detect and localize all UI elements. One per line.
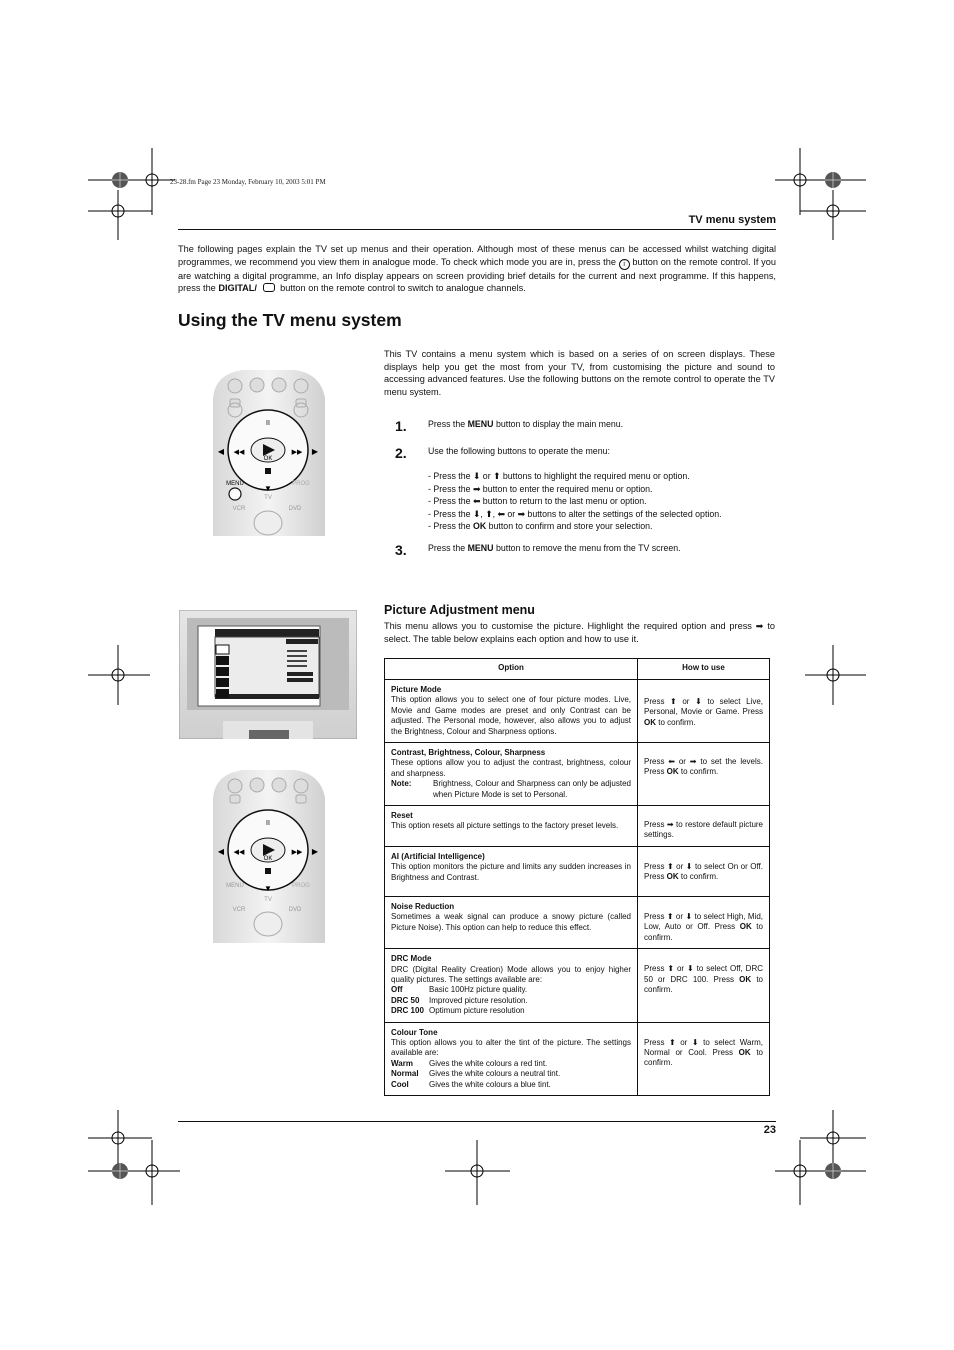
list-item: - Press the OK button to confirm and store your selection. (428, 521, 653, 532)
arrow-right-icon: ➡ (517, 508, 525, 519)
svg-text:VCR: VCR (232, 907, 246, 913)
intro-paragraph: The following pages explain the TV set up menus and their operation. Although most of these menus can be accessed whilst watching digital programmes, we recommend you view them in analogue mode. To check which mode you are in, press the i button on the remote control. If you are watching a digital programme, an Info display appears on screen providing brief details for the current and next programme. If this happens, press the DIGITAL/ button on the remote control to switch to analogue channels. (178, 244, 776, 293)
table-row (385, 846, 770, 896)
svg-text:▶▶: ▶▶ (291, 449, 303, 456)
list-item: - Press the ⬇, ⬆, ⬅ or ➡ buttons to alter the settings of the selected option. (428, 508, 722, 519)
table-header-row (385, 659, 770, 680)
list-item: - Press the ⬇ or ⬆ buttons to highlight the required menu or option. (428, 471, 690, 481)
arrow-up-icon: ⬆ (667, 964, 675, 974)
remote-image-2 (213, 768, 325, 943)
table-row (385, 949, 770, 1022)
arrow-left-icon: ⬅ (668, 757, 675, 767)
arrow-right-icon: ➡ (689, 757, 697, 767)
option-cell: Picture Mode This option allows you to select one of four picture modes. Live, Movie and Game modes are preset and only Contrast can be adjusted. The Personal mode, however, also allows you to adjust the Brightness, Colour and Sharpness options. (385, 680, 638, 743)
pam-description: This menu allows you to customise the picture. Highlight the required option and press ➡ to select. The table below explains each option and how to use it. (384, 621, 776, 644)
arrow-right-icon: ➡ (755, 621, 764, 631)
how-cell: Press ⬆ or ⬇ to select Live, Personal, Movie or Game. Press OK to confirm. (638, 680, 770, 743)
step-2-number: 2. (395, 445, 407, 461)
step-1-text: Press the MENU button to display the main menu. (428, 419, 624, 429)
printer-line: 23-28.fm Page 23 Monday, February 10, 2003 5:01 PM (170, 178, 326, 186)
arrow-down-icon: ⬇ (472, 471, 481, 481)
option-cell: DRC Mode DRC (Digital Reality Creation) Mode allows you to enjoy higher quality pictures. The settings available are: Off Basic 100Hz picture quality. DRC 50 Improved picture resolution. DRC 100 Optimum picture resolution (385, 949, 638, 1022)
option-cell: Noise Reduction Sometimes a weak signal can produce a snowy picture (called Picture Noise). This option can help to reduce this effect. (385, 896, 638, 948)
svg-text:DVD: DVD (288, 506, 302, 512)
picture-options-table (384, 658, 770, 1096)
table-row (385, 806, 770, 847)
svg-text:PROG: PROG (292, 481, 310, 487)
page-title: Using the TV menu system (178, 310, 402, 330)
svg-text:PROG: PROG (292, 883, 310, 889)
svg-text:DVD: DVD (288, 907, 302, 913)
how-cell: Press ⬆ or ⬇ to select On or Off. Press OK to confirm. (638, 846, 770, 896)
how-cell: Press ⬆ or ⬇ to select Warm, Normal or Cool. Press OK to confirm. (638, 1022, 770, 1095)
section-header: TV menu system (688, 214, 776, 226)
analogue-icon (263, 283, 275, 292)
svg-text:TV: TV (264, 495, 272, 501)
svg-text:▼: ▼ (264, 884, 272, 893)
svg-text:II: II (266, 420, 270, 427)
arrow-down-icon: ⬇ (685, 861, 693, 871)
svg-text:MENU: MENU (226, 481, 244, 487)
footer-rule (178, 1121, 776, 1122)
pam-heading: Picture Adjustment menu (384, 603, 535, 617)
how-cell: Press ⬅ or ➡ to set the levels. Press OK to confirm. (638, 743, 770, 806)
list-item: - Press the ➡ button to enter the required menu or option. (428, 483, 653, 494)
step-3-number: 3. (395, 542, 407, 558)
arrow-down-icon: ⬇ (685, 911, 693, 921)
step-2-text: Use the following buttons to operate the menu: (428, 446, 610, 456)
arrow-right-icon: ➡ (472, 483, 481, 494)
option-cell: Reset This option resets all picture settings to the factory preset levels. (385, 806, 638, 847)
arrow-up-icon: ⬆ (666, 911, 674, 921)
how-cell: Press ⬆ or ⬇ to select High, Mid, Low, Auto or Off. Press OK to confirm. (638, 896, 770, 948)
arrow-down-icon: ⬇ (687, 964, 694, 974)
svg-text:▼: ▼ (264, 484, 272, 493)
svg-text:▶: ▶ (311, 447, 319, 456)
table-row (385, 1022, 770, 1095)
list-item: - Press the ⬅ button to return to the last menu or option. (428, 496, 647, 507)
arrow-left-icon: ⬅ (497, 508, 505, 519)
tv-image (179, 610, 357, 739)
svg-text:II: II (266, 820, 270, 827)
svg-text:MENU: MENU (226, 883, 244, 889)
option-cell: Colour Tone This option allows you to alter the tint of the picture. The settings available are: Warm Gives the white colours a red tint. Normal Gives the white colours a neutral tint. Cool Gives the white colours a blue tint. (385, 1022, 638, 1095)
svg-text:TV: TV (264, 897, 272, 903)
svg-text:OK: OK (263, 856, 273, 862)
arrow-up-icon: ⬆ (670, 697, 677, 706)
svg-text:◀◀: ◀◀ (233, 849, 245, 856)
arrow-up-icon: ⬆ (493, 471, 501, 481)
arrow-down-icon: ⬇ (695, 697, 702, 706)
arrow-left-icon: ⬅ (472, 496, 481, 507)
how-cell: Press ➡ to restore default picture settings. (638, 806, 770, 847)
option-cell: AI (Artificial Intelligence) This option monitors the picture and limits any sudden increases in Brightness and Contrast. (385, 846, 638, 896)
arrow-down-icon: ⬇ (472, 508, 481, 519)
header-rule (178, 229, 776, 230)
column-header-option: Option (385, 659, 638, 680)
option-cell: Contrast, Brightness, Colour, Sharpness These options allow you to adjust the contrast, brightness, colour and sharpness. Note: Brightness, Colour and Sharpness can only be adjusted when Picture Mode is set to Personal. (385, 743, 638, 806)
svg-text:OK: OK (263, 456, 273, 462)
remote-image-1 (213, 368, 325, 536)
info-icon: i (619, 259, 630, 270)
svg-text:VCR: VCR (232, 506, 246, 512)
arrow-up-icon: ⬆ (668, 1037, 676, 1047)
svg-text:◀◀: ◀◀ (233, 449, 245, 456)
svg-text:▶: ▶ (311, 847, 319, 856)
svg-text:◀: ◀ (217, 847, 225, 856)
menu-intro: This TV contains a menu system which is based on a series of on screen displays. These displays help you get the most from your TV, from customising the picture and sound to accessing advanced features. Use the following buttons on the remote control to operate the TV menu system. (384, 349, 775, 397)
arrow-right-icon: ➡ (666, 820, 674, 830)
step-1-number: 1. (395, 418, 407, 434)
arrow-down-icon: ⬇ (691, 1037, 699, 1047)
table-row (385, 896, 770, 948)
page-number: 23 (763, 1124, 776, 1136)
column-header-how: How to use (638, 659, 770, 680)
table-row (385, 680, 770, 743)
how-cell: Press ⬆ or ⬇ to select Off, DRC 50 or DRC 100. Press OK to confirm. (638, 949, 770, 1022)
button-list (428, 470, 778, 533)
arrow-up-icon: ⬆ (666, 861, 674, 871)
svg-text:◀: ◀ (217, 447, 225, 456)
arrow-up-icon: ⬆ (485, 508, 493, 519)
step-3-text: Press the MENU button to remove the menu from the TV screen. (428, 543, 681, 553)
table-row (385, 743, 770, 806)
svg-text:▶▶: ▶▶ (291, 849, 303, 856)
